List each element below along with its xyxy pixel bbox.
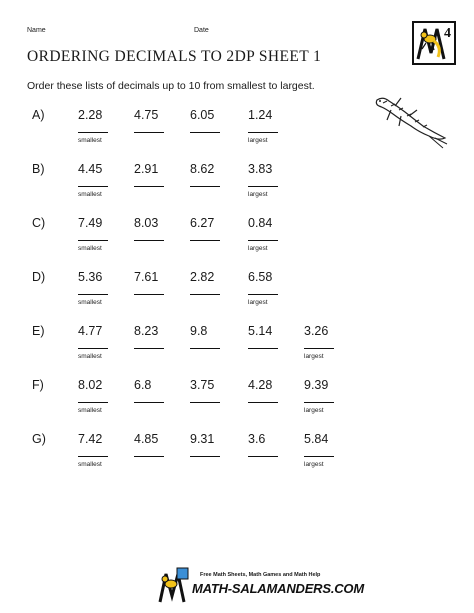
largest-hint: largest <box>248 137 268 144</box>
answer-blank[interactable] <box>190 396 220 403</box>
smallest-hint: smallest <box>78 407 102 414</box>
answer-blank[interactable] <box>190 342 220 349</box>
smallest-hint: smallest <box>78 353 102 360</box>
answer-blank[interactable] <box>248 234 278 241</box>
decimal-number: 3.6 <box>248 432 266 446</box>
answer-blank[interactable] <box>248 288 278 295</box>
answer-blank[interactable] <box>190 234 220 241</box>
decimal-number: 8.23 <box>134 324 159 338</box>
decimal-number: 6.05 <box>190 108 215 122</box>
decimal-number: 4.28 <box>248 378 273 392</box>
answer-blank[interactable] <box>248 396 278 403</box>
name-label: Name <box>27 27 46 34</box>
row-label: D) <box>32 270 46 284</box>
decimal-number: 9.31 <box>190 432 215 446</box>
grade-badge <box>412 21 456 65</box>
answer-blank[interactable] <box>190 450 220 457</box>
question-row <box>0 216 474 256</box>
question-row <box>0 324 474 364</box>
smallest-hint: smallest <box>78 191 102 198</box>
question-row <box>0 270 474 310</box>
footer <box>0 560 474 610</box>
footer-brand: MATH-SALAMANDERS.COM <box>192 581 364 596</box>
answer-blank[interactable] <box>134 396 164 403</box>
decimal-number: 8.02 <box>78 378 103 392</box>
decimal-number: 5.14 <box>248 324 273 338</box>
decimal-number: 3.75 <box>190 378 215 392</box>
smallest-hint: smallest <box>78 299 102 306</box>
smallest-hint: smallest <box>78 461 102 468</box>
question-row <box>0 162 474 202</box>
grade-number: 4 <box>444 26 451 41</box>
answer-blank[interactable] <box>78 396 108 403</box>
row-label: A) <box>32 108 45 122</box>
answer-blank[interactable] <box>78 180 108 187</box>
largest-hint: largest <box>304 353 324 360</box>
question-row <box>0 432 474 472</box>
answer-blank[interactable] <box>248 450 278 457</box>
answer-blank[interactable] <box>78 126 108 133</box>
answer-blank[interactable] <box>78 342 108 349</box>
answer-blank[interactable] <box>134 288 164 295</box>
decimal-number: 7.42 <box>78 432 103 446</box>
answer-blank[interactable] <box>134 126 164 133</box>
largest-hint: largest <box>248 299 268 306</box>
largest-hint: largest <box>304 407 324 414</box>
answer-blank[interactable] <box>304 396 334 403</box>
answer-blank[interactable] <box>134 234 164 241</box>
decimal-number: 4.77 <box>78 324 103 338</box>
largest-hint: largest <box>304 461 324 468</box>
answer-blank[interactable] <box>134 342 164 349</box>
decimal-number: 6.58 <box>248 270 273 284</box>
answer-blank[interactable] <box>134 450 164 457</box>
decimal-number: 7.61 <box>134 270 159 284</box>
row-label: B) <box>32 162 45 176</box>
question-row <box>0 108 474 148</box>
answer-blank[interactable] <box>304 450 334 457</box>
decimal-number: 9.39 <box>304 378 329 392</box>
answer-blank[interactable] <box>190 126 220 133</box>
answer-blank[interactable] <box>304 342 334 349</box>
salamander-mascot-icon <box>157 566 191 606</box>
answer-blank[interactable] <box>248 126 278 133</box>
question-row <box>0 378 474 418</box>
decimal-number: 6.27 <box>190 216 215 230</box>
answer-blank[interactable] <box>248 342 278 349</box>
page-title: ORDERING DECIMALS TO 2DP SHEET 1 <box>27 48 322 65</box>
answer-blank[interactable] <box>134 180 164 187</box>
decimal-number: 5.36 <box>78 270 103 284</box>
decimal-number: 1.24 <box>248 108 273 122</box>
row-label: E) <box>32 324 45 338</box>
smallest-hint: smallest <box>78 137 102 144</box>
decimal-number: 7.49 <box>78 216 103 230</box>
decimal-number: 9.8 <box>190 324 208 338</box>
decimal-number: 4.45 <box>78 162 103 176</box>
answer-blank[interactable] <box>78 288 108 295</box>
answer-blank[interactable] <box>78 450 108 457</box>
smallest-hint: smallest <box>78 245 102 252</box>
answer-blank[interactable] <box>190 288 220 295</box>
largest-hint: largest <box>248 191 268 198</box>
row-label: G) <box>32 432 46 446</box>
decimal-number: 2.82 <box>190 270 215 284</box>
answer-blank[interactable] <box>248 180 278 187</box>
instructions: Order these lists of decimals up to 10 from smallest to largest. <box>27 80 315 92</box>
row-label: F) <box>32 378 44 392</box>
decimal-number: 3.83 <box>248 162 273 176</box>
footer-tagline: Free Math Sheets, Math Games and Math Help <box>200 572 321 578</box>
decimal-number: 2.91 <box>134 162 159 176</box>
decimal-number: 0.84 <box>248 216 273 230</box>
row-label: C) <box>32 216 46 230</box>
decimal-number: 4.85 <box>134 432 159 446</box>
largest-hint: largest <box>248 245 268 252</box>
decimal-number: 3.26 <box>304 324 329 338</box>
decimal-number: 8.03 <box>134 216 159 230</box>
decimal-number: 8.62 <box>190 162 215 176</box>
answer-blank[interactable] <box>78 234 108 241</box>
decimal-number: 2.28 <box>78 108 103 122</box>
decimal-number: 5.84 <box>304 432 329 446</box>
date-label: Date <box>194 27 209 34</box>
decimal-number: 4.75 <box>134 108 159 122</box>
decimal-number: 6.8 <box>134 378 152 392</box>
answer-blank[interactable] <box>190 180 220 187</box>
